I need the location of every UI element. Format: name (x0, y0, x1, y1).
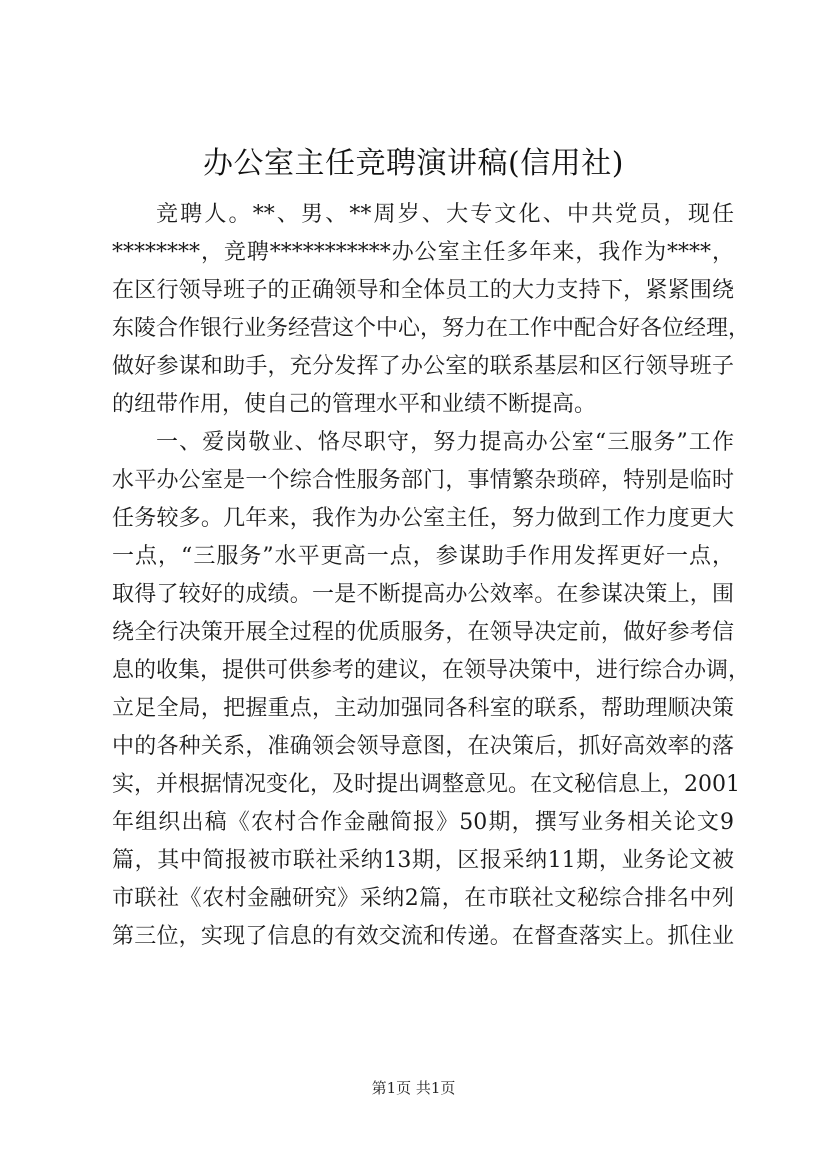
paragraph-line: 中的各种关系，准确领会领导意图，在决策后，抓好高效率的落 (112, 734, 734, 759)
paragraph-line: 实，并根据情况变化，及时提出调整意见。在文秘信息上，2001 (112, 772, 740, 797)
paragraph-line: 的纽带作用，使自己的管理水平和业绩不断提高。 (112, 392, 597, 417)
paragraph-line: 做好参谋和助手，充分发挥了办公室的联系基层和区行领导班子 (112, 354, 734, 379)
paragraph-line: 任务较多。几年来，我作为办公室主任，努力做到工作力度更大 (112, 506, 734, 531)
paragraph-line: 绕全行决策开展全过程的优质服务，在领导决定前，做好参考信 (112, 620, 734, 645)
paragraph-line: 市联社《农村金融研究》采纳2篇，在市联社文秘综合排名中列 (112, 886, 734, 911)
paragraph-line: 立足全局，把握重点，主动加强同各科室的联系，帮助理顺决策 (112, 696, 734, 721)
document-body (112, 196, 751, 956)
paragraph-line: 水平办公室是一个综合性服务部门，事情繁杂琐碎，特别是临时 (112, 468, 734, 493)
paragraph-line: 竞聘人。**、男、**周岁、大专文化、中共党员，现任 (156, 202, 734, 227)
paragraph-line: 一、爱岗敬业、恪尽职守，努力提高办公室“三服务”工作 (156, 430, 734, 455)
document-title: 办公室主任竞聘演讲稿(信用社) (203, 146, 624, 181)
paragraph-line: 东陵合作银行业务经营这个中心，努力在工作中配合好各位经理， (112, 316, 751, 341)
paragraph-line: 在区行领导班子的正确领导和全体员工的大力支持下，紧紧围绕 (112, 278, 734, 303)
paragraph-line: 一点，“三服务”水平更高一点，参谋助手作用发挥更好一点， (112, 544, 734, 569)
page-number-footer: 第1页 共1页 (371, 1079, 456, 1097)
paragraph-line: ********，竞聘***********办公室主任多年来，我作为****， (112, 240, 734, 265)
paragraph-line: 篇，其中简报被市联社采纳13期，区报采纳11期，业务论文被 (112, 848, 734, 873)
paragraph-line: 取得了较好的成绩。一是不断提高办公效率。在参谋决策上，围 (112, 582, 734, 607)
paragraph-line: 息的收集，提供可供参考的建议，在领导决策中，进行综合办调， (112, 658, 751, 683)
paragraph-line: 第三位，实现了信息的有效交流和传递。在督查落实上。抓住业 (112, 924, 734, 949)
paragraph-line: 年组织出稿《农村合作金融简报》50期，撰写业务相关论文9 (112, 810, 734, 835)
